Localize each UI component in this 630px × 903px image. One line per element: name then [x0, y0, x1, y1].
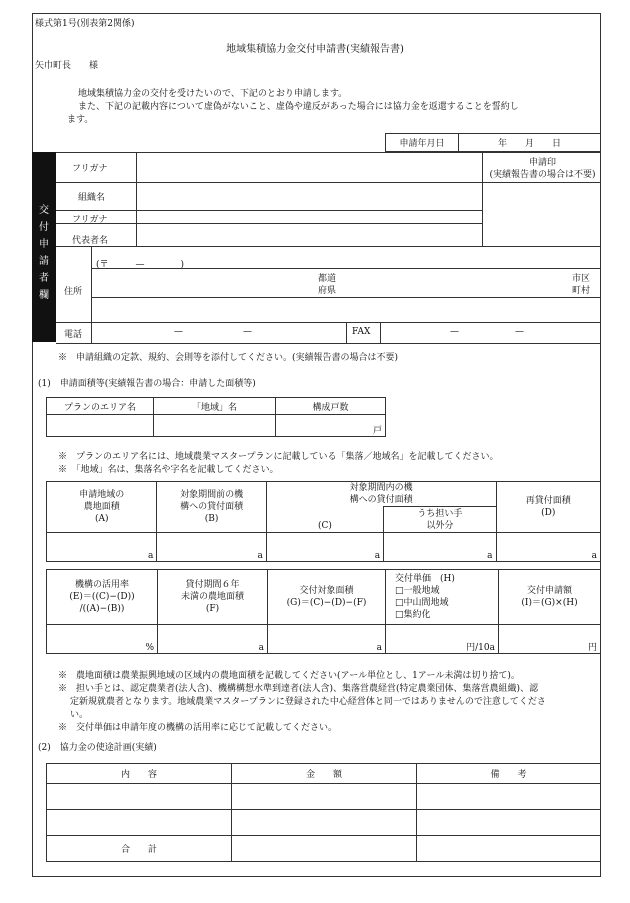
note-bearer-2: 定新規就農者となります。地域農業マスタープランに登録された中心経営体と同一ではありませんので注意してくださ: [70, 697, 546, 707]
org-name-label: 組織名: [78, 193, 106, 203]
header-i: 交付申請額 (I)＝(G)×(H): [499, 570, 601, 625]
region-name-field[interactable]: [154, 415, 276, 437]
org-furigana-field[interactable]: [138, 154, 480, 181]
checkbox-general-area[interactable]: □一般地域: [395, 586, 440, 596]
remarks-header: 備 考: [417, 764, 601, 784]
rep-furigana-label: フリガナ: [72, 215, 108, 225]
value-d[interactable]: a: [496, 533, 600, 562]
header-e: 機構の活用率 (E)＝((C)−(D)) /((A)−(B)): [47, 570, 158, 625]
header-g: 交付対象面積 (G)＝(C)−(D)−(F): [268, 570, 386, 625]
plan-area-field[interactable]: [47, 415, 154, 437]
content-header: 内 容: [47, 764, 232, 784]
checkbox-consolidation[interactable]: □集約化: [395, 610, 431, 620]
city-label-2: 町村: [572, 286, 591, 296]
fax-dash-2: —: [515, 327, 524, 337]
header-b: 対象期間前の機 構への貸付面積 (B): [157, 482, 266, 533]
phone-dash-2: —: [243, 327, 252, 337]
header-h: 交付単価 (H) □一般地域 □中山間地域 □集約化: [386, 570, 499, 625]
header-d: 再貸付面積 (D): [496, 482, 600, 533]
note-bearer-3: い。: [70, 710, 89, 720]
fax-label: FAX: [352, 327, 371, 337]
fax-dash-1: —: [450, 327, 459, 337]
note-unit-price: ※ 交付単価は申請年度の機構の活用率に応じて記載してください。: [58, 723, 338, 733]
address-line-2-field[interactable]: [93, 299, 599, 321]
value-c-sub[interactable]: a: [384, 533, 496, 562]
rep-name-field[interactable]: [138, 224, 480, 245]
value-h[interactable]: 円/10a: [386, 625, 499, 654]
city-label-1: 市区: [572, 274, 591, 284]
value-a[interactable]: a: [47, 533, 157, 562]
amount-header: 金 額: [232, 764, 417, 784]
total-label: 合 計: [47, 836, 232, 862]
header-c-blank: (C): [266, 507, 383, 533]
note-plan-area: ※ プランのエリア名には、地域農業マスタープランに記載している「集落／地域名」を記載してください。: [58, 452, 499, 462]
form-number: 様式第1号(別表第2関係): [35, 19, 135, 29]
rep-furigana-field[interactable]: [138, 211, 480, 222]
total-amount-field[interactable]: [232, 836, 417, 862]
checkbox-hilly-area[interactable]: □中山間地域: [395, 598, 449, 608]
intro-line-1: 地域集積協力金の交付を受けたいので、下記のとおり申請します。: [78, 89, 348, 99]
seal-note: (実績報告書の場合は不要): [489, 170, 596, 180]
value-f[interactable]: a: [158, 625, 268, 654]
date-label: 申請年月日: [386, 134, 459, 152]
value-c[interactable]: a: [266, 533, 383, 562]
remarks-field-2[interactable]: [417, 810, 601, 836]
total-remarks-field[interactable]: [417, 836, 601, 862]
plan-area-header: プランのエリア名: [47, 398, 154, 415]
date-field[interactable]: 年 月 日: [459, 134, 601, 152]
area-table: [46, 481, 601, 562]
addressee: 矢巾町長 様: [35, 61, 99, 71]
usage-plan-table: [46, 763, 601, 862]
content-field-1[interactable]: [47, 784, 232, 810]
amount-field-1[interactable]: [232, 784, 417, 810]
section2-heading: (2) 協力金の使途計画(実績): [38, 743, 157, 753]
value-b[interactable]: a: [157, 533, 266, 562]
prefecture-label-1: 都道: [318, 274, 337, 284]
org-furigana-label: フリガナ: [72, 164, 108, 174]
value-g[interactable]: a: [268, 625, 386, 654]
prefecture-label-2: 府県: [318, 286, 337, 296]
rep-name-label: 代表者名: [72, 236, 109, 246]
intro-line-3: ます。: [67, 115, 94, 125]
address-label: 住所: [64, 287, 83, 297]
applicant-area: [56, 152, 601, 344]
header-a: 申請地域の 農地面積 (A): [47, 482, 157, 533]
phone-dash-1: —: [174, 327, 183, 337]
households-field[interactable]: 戸: [276, 415, 386, 437]
section1-heading: (1) 申請面積等(実績報告書の場合：申請した面積等): [38, 379, 256, 389]
note-farmland-area: ※ 農地面積は農業振興地域の区域内の農地面積を記載してください(アール単位とし、1アール未満は切り捨て)。: [58, 671, 520, 681]
households-header: 構成戸数: [276, 398, 386, 415]
header-c-sub: うち担い手 以外分: [384, 507, 496, 533]
header-c: 対象期間内の機 構への貸付面積: [266, 482, 496, 507]
application-date-table: [385, 133, 601, 152]
org-name-field[interactable]: [138, 184, 480, 209]
note-bearer-1: ※ 担い手とは、認定農業者(法人含)、機構構想水準到達者(法人含)、集落営農経営(特定農業団体、集落営農組織)、認: [58, 684, 539, 694]
value-i[interactable]: 円: [499, 625, 601, 654]
amount-field-2[interactable]: [232, 810, 417, 836]
applicant-side-label: 交 付 申 請 者 欄: [32, 152, 56, 342]
note-region-name: ※ 「地域」名は、集落名や字名を記載してください。: [58, 465, 279, 475]
content-field-2[interactable]: [47, 810, 232, 836]
region-name-header: 「地域」名: [154, 398, 276, 415]
remarks-field-1[interactable]: [417, 784, 601, 810]
phone-label: 電話: [64, 330, 83, 340]
form-title: 地域集積協力金交付申請書(実績報告書): [226, 44, 404, 55]
seal-box[interactable]: [484, 184, 599, 245]
plan-table: [46, 397, 386, 437]
value-e[interactable]: %: [47, 625, 158, 654]
subsidy-table: [46, 569, 601, 654]
seal-label: 申請印: [528, 158, 556, 168]
note-articles: ※ 申請組織の定款、規約、会則等を添付してください。(実績報告書の場合は不要): [58, 353, 399, 363]
postal-code-field[interactable]: (〒 — ): [96, 260, 185, 270]
header-f: 貸付期間６年 未満の農地面積 (F): [158, 570, 268, 625]
intro-line-2: また、下記の記載内容について虚偽がないこと、虚偽や違反があった場合には協力金を返還することを誓約し: [78, 102, 519, 112]
